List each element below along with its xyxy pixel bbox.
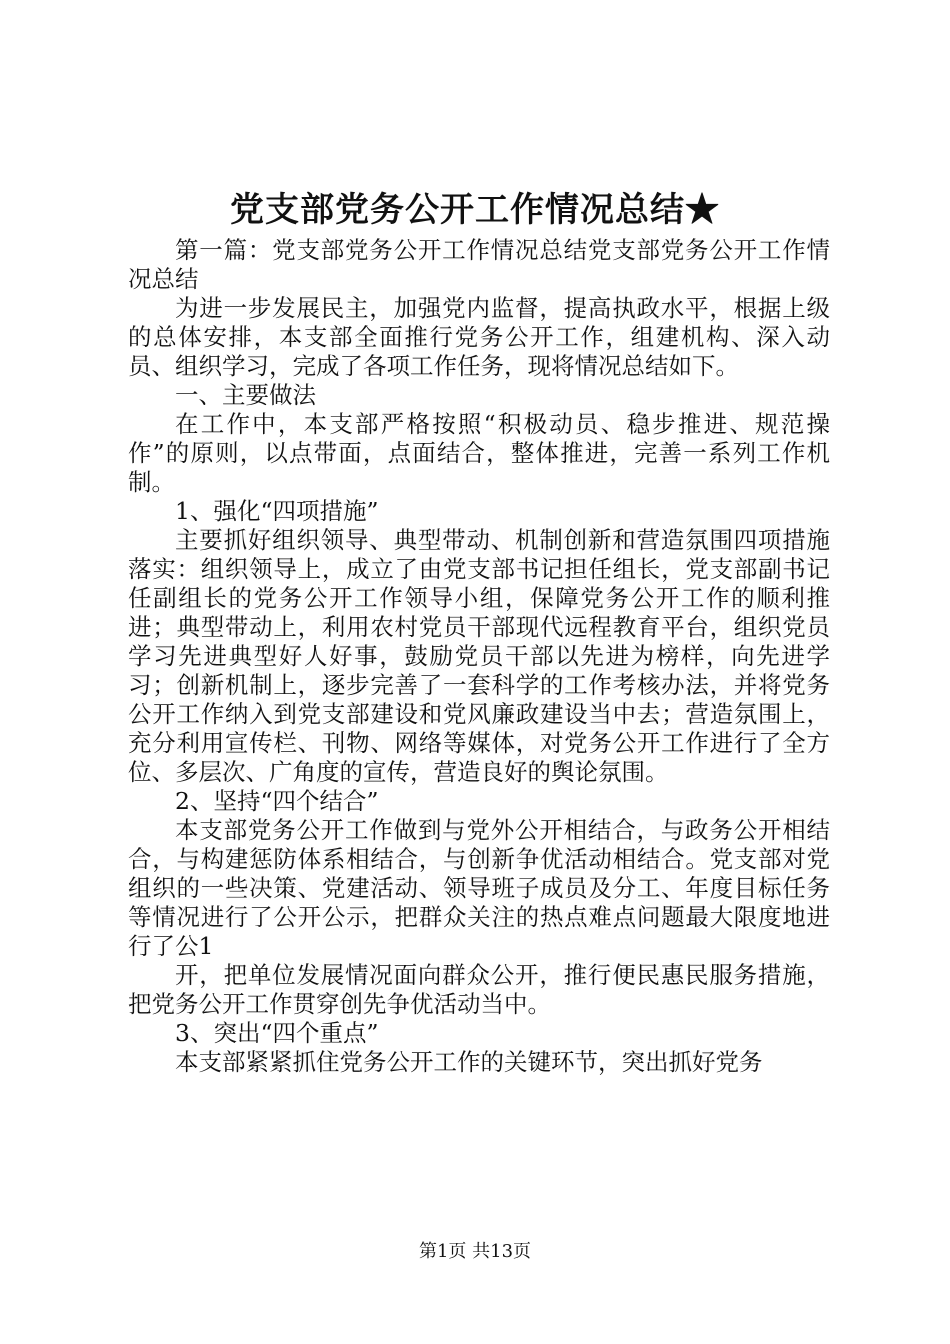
paragraph: 本支部党务公开工作做到与党外公开相结合，与政务公开相结合，与构建惩防体系相结合，与创新争优活动相结合。党支部对党组织的一些决策、党建活动、领导班子成员及分工、年度目标任务等情况进行了公开公示，把群众关注的热点难点问题最大限度地进行了公1 <box>128 816 830 960</box>
subsection-heading: 1、强化“四项措施” <box>175 497 379 525</box>
paragraph: 开，把单位发展情况面向群众公开，推行便民惠民服务措施，把党务公开工作贯穿创先争优活动当中。 <box>128 961 830 1018</box>
page-number-footer: 第1页 共13页 <box>418 1241 532 1262</box>
subsection-heading: 2、坚持“四个结合” <box>175 787 379 815</box>
paragraph: 在工作中，本支部严格按照“积极动员、稳步推进、规范操作”的原则，以点带面，点面结合，整体推进，完善一系列工作机制。 <box>128 410 830 496</box>
paragraph: 为进一步发展民主，加强党内监督，提高执政水平，根据上级的总体安排，本支部全面推行党务公开工作，组建机构、深入动员、组织学习，完成了各项工作任务，现将情况总结如下。 <box>128 294 830 380</box>
document-body <box>128 236 830 1077</box>
paragraph: 本支部紧紧抓住党务公开工作的关键环节，突出抓好党务 <box>175 1048 763 1076</box>
paragraph: 主要抓好组织领导、典型带动、机制创新和营造氛围四项措施落实：组织领导上，成立了由党支部书记担任组长，党支部副书记任副组长的党务公开工作领导小组，保障党务公开工作的顺利推进；典型带动上，利用农村党员干部现代远程教育平台，组织党员学习先进典型好人好事，鼓励党员干部以先进为榜样，向先进学习；创新机制上，逐步完善了一套科学的工作考核办法，并将党务公开工作纳入到党支部建设和党风廉政建设当中去；营造氛围上，充分利用宣传栏、刊物、网络等媒体，对党务公开工作进行了全方位、多层次、广角度的宣传，营造良好的舆论氛围。 <box>128 526 830 786</box>
subsection-heading: 3、突出“四个重点” <box>175 1019 379 1047</box>
document-title: 党支部党务公开工作情况总结★ <box>230 190 720 230</box>
section-heading: 一、主要做法 <box>175 381 316 409</box>
paragraph: 第一篇：党支部党务公开工作情况总结党支部党务公开工作情况总结 <box>128 236 830 293</box>
